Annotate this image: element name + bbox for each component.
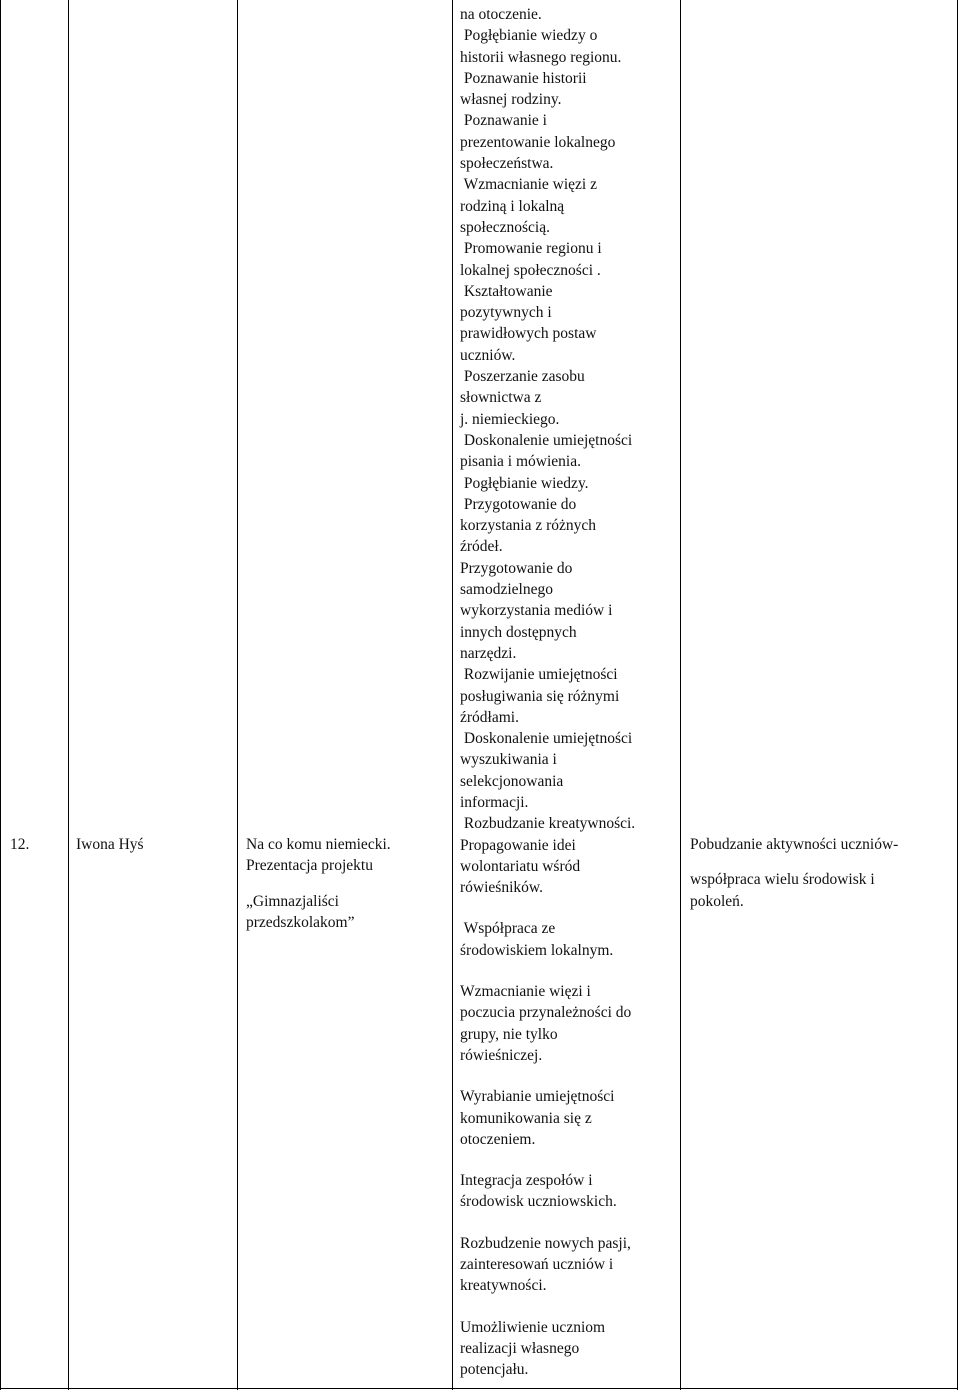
effects-line: współpraca wielu środowisk i [690,871,875,889]
goal-line: Rozbudzanie kreatywności. [460,815,636,833]
goal-line: samodzielnego [460,581,553,599]
spacer [460,1213,675,1233]
author-cell [76,834,236,855]
goal-line: Poznawanie i [460,112,547,130]
goal-line: Poznawanie historii [460,69,587,87]
goal-line: Kształtowanie [460,282,553,300]
spacer [460,1066,675,1086]
column-divider-1 [68,0,69,1390]
spacer [460,1150,675,1170]
spacer [460,898,675,918]
goal-line: rówieśniczej. [460,1046,543,1064]
goal-line: zainteresowań uczniów i [460,1256,614,1274]
column-divider-2 [237,0,238,1390]
goal-line: na otoczenie. [460,6,542,23]
spacer [690,855,952,869]
goal-line: selekcjonowania [460,772,564,790]
title-line: przedszkolakom” [246,913,355,931]
goal-line: Wyrabianie umiejętności [460,1088,615,1106]
goal-line: Propagowanie idei [460,836,576,854]
goal-line: Przygotowanie do [460,495,577,513]
goal-line: wykorzystania mediów i [460,602,613,620]
goal-line: Doskonalenie umiejętności [460,431,633,449]
goal-line: narzędzi. [460,644,517,662]
goal-line: Promowanie regionu i [460,240,602,258]
goal-line: uczniów. [460,346,516,364]
goal-line: Przygotowanie do [460,559,573,577]
table-border-bottom [0,1388,958,1389]
author-name: Iwona Hyś [76,836,144,853]
goal-line: korzystania z różnych [460,517,596,535]
goal-line: historii własnego regionu. [460,48,622,66]
goal-line: Umożliwienie uczniom [460,1318,606,1336]
title-line: Prezentacja projektu [246,857,373,875]
goal-line: realizacji własnego [460,1339,580,1357]
goal-line: Pogłębianie wiedzy. [460,474,589,492]
goal-line: informacji. [460,793,529,811]
goal-line: wyszukiwania i [460,751,557,769]
goal-line: poczucia przynależności do [460,1004,632,1022]
spacer [246,877,446,891]
goal-line: kreatywności. [460,1277,547,1295]
goal-line: komunikowania się z [460,1109,592,1127]
goal-line: prawidłowych postaw [460,325,597,343]
table-border-right [957,0,958,1390]
goal-line: własnej rodziny. [460,91,562,109]
goal-line: posługiwania się różnymi [460,687,620,705]
project-title-cell [246,834,446,933]
goal-line: Doskonalenie umiejętności [460,730,633,748]
goal-line: Rozbudzenie nowych pasji, [460,1234,631,1252]
goal-line: pisania i mówienia. [460,453,581,471]
title-line: „Gimnazjaliści [246,892,339,910]
goal-line: środowiskiem lokalnym. [460,941,614,959]
goal-line: rodziną i lokalną [460,197,565,215]
goal-line: Wzmacnianie więzi i [460,983,591,1001]
column-divider-3 [452,0,453,1390]
spacer [460,961,675,981]
goal-line: Współpraca ze [460,920,556,938]
goal-line: otoczeniem. [460,1130,536,1148]
table-border-left [0,0,1,1390]
goal-line: źródłami. [460,708,519,726]
goal-line: Wzmacnianie więzi z [460,176,597,194]
goal-line: Integracja zespołów i [460,1172,593,1190]
goal-line: środowisk uczniowskich. [460,1193,617,1211]
goal-line: potencjału. [460,1361,529,1379]
effects-line: pokoleń. [690,892,744,910]
goal-line: Rozwijanie umiejętności [460,666,618,684]
goal-line: Poszerzanie zasobu [460,368,585,386]
effects-cell [690,834,952,912]
goal-line: słownictwa z [460,389,542,407]
effects-line: Pobudzanie aktywności uczniów- [690,836,899,853]
goals-cell [460,4,675,1381]
title-line: Na co komu niemiecki. [246,836,391,853]
goal-line: wolontariatu wśród [460,857,581,875]
goal-line: prezentowanie lokalnego [460,133,616,151]
goal-line: społecznością. [460,218,550,236]
spacer [460,1297,675,1317]
goal-line: grupy, nie tylko [460,1025,558,1043]
goal-line: lokalnej społeczności . [460,261,601,279]
column-divider-4 [680,0,681,1390]
goal-line: źródeł. [460,538,503,556]
goal-line: społeczeństwa. [460,155,554,173]
row-number: 12. [10,836,30,853]
goal-line: pozytywnych i [460,304,552,322]
goal-line: j. niemieckiego. [460,410,560,428]
goal-line: innych dostępnych [460,623,577,641]
row-number-cell [10,834,60,855]
goal-line: Pogłębianie wiedzy o [460,27,598,45]
goal-line: rówieśników. [460,879,543,897]
